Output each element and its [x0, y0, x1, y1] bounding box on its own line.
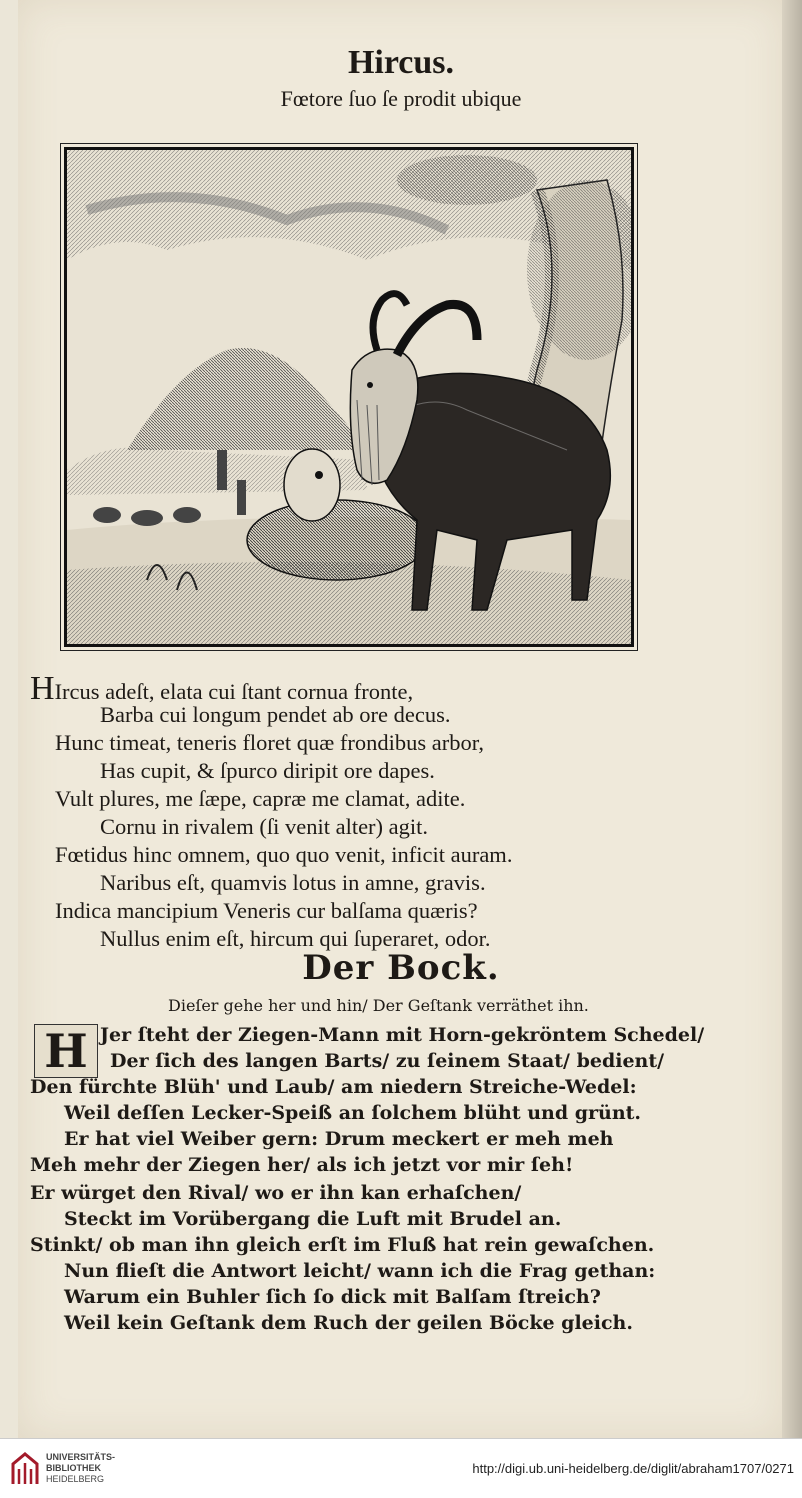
german-line: Jer ſteht der Ziegen-Mann mit Horn-gekröntem Schedel/ [100, 1024, 705, 1046]
goat-engraving-image [67, 150, 631, 644]
viewer-footer [0, 1438, 802, 1498]
german-line: Den fürchte Blüh' und Laub/ am niedern Streiche-Wedel: [30, 1076, 637, 1098]
latin-line: Hunc timeat, teneris floret quæ frondibus arbor, [55, 730, 484, 755]
source-url-link[interactable]: http://digi.ub.uni-heidelberg.de/diglit/abraham1707/0271 [472, 1461, 794, 1476]
german-line: Weil kein Geſtank dem Ruch der geilen Böcke gleich. [64, 1312, 633, 1334]
page-title: Hircus. [347, 44, 455, 81]
german-line: Meh mehr der Ziegen her/ als ich jetzt vor mir ſeh! [30, 1154, 574, 1176]
german-line: Warum ein Buhler ſich ſo dick mit Balſam ſtreich? [64, 1286, 601, 1308]
german-line: Steckt im Vorübergang die Luft mit Brudel an. [64, 1208, 562, 1230]
library-name[interactable]: UNIVERSITÄTS- BIBLIOTHEK HEIDELBERG [46, 1452, 116, 1484]
latin-line: Fœtidus hinc omnem, quo quo venit, inficit auram. [55, 842, 513, 867]
german-line: Der ſich des langen Barts/ zu ſeinem Staat/ bedient/ [110, 1050, 665, 1072]
german-dropcap: H [34, 1024, 98, 1078]
german-line: Weil deſſen Lecker-Speiß an ſolchem blüht und grünt. [64, 1102, 642, 1124]
german-line: Er würget den Rival/ wo er ihn kan erhaſchen/ [30, 1182, 522, 1204]
latin-line: Barba cui longum pendet ab ore decus. [100, 702, 451, 727]
page-edge-shadow [782, 0, 802, 1438]
latin-initial-letter: H [30, 670, 55, 707]
german-line: Nun flieſt die Antwort leicht/ wann ich die Frag gethan: [64, 1260, 656, 1282]
university-library-logo-icon[interactable] [10, 1449, 40, 1487]
latin-line [30, 672, 413, 706]
latin-line: Vult plures, me ſæpe, capræ me clamat, adite. [55, 786, 466, 811]
latin-line: Cornu in rivalem (ſi venit alter) agit. [100, 814, 429, 839]
engraving-illustration [64, 147, 634, 647]
german-motto: Dieſer gehe her und hin/ Der Geſtank verräthet ihn. [168, 996, 589, 1015]
latin-line: Nullus enim eſt, hircum qui ſuperaret, odor. [100, 926, 491, 951]
german-title: Der Bock. [302, 948, 500, 988]
latin-line: Indica mancipium Veneris cur balſama quæris? [55, 898, 478, 923]
latin-line: Naribus eſt, quamvis lotus in amne, gravis. [100, 870, 486, 895]
german-line: Er hat viel Weiber gern: Drum meckert er meh meh [64, 1128, 614, 1150]
page-motto: Fœtore ſuo ſe prodit ubique [280, 86, 522, 111]
latin-line: Has cupit, & ſpurco diripit ore dapes. [100, 758, 435, 783]
german-line: Stinkt/ ob man ihn gleich erſt im Fluß hat rein gewaſchen. [30, 1234, 655, 1256]
latin-line-text: Ircus adeſt, elata cui ſtant cornua fronte, [54, 679, 414, 704]
